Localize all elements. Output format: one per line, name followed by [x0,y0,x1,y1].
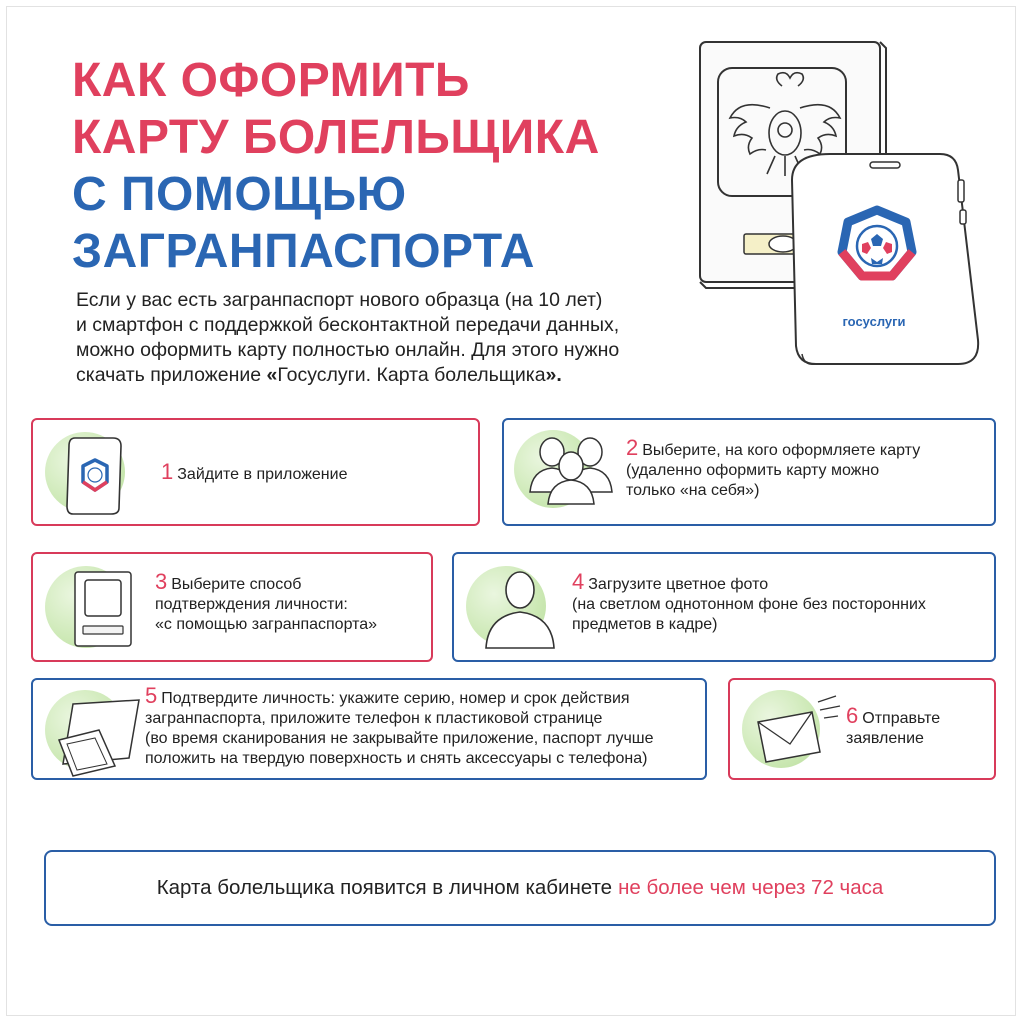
intro-text [76,288,766,388]
title-line-3: С ПОМОЩЬЮ [72,168,407,221]
step-4-line-3: предметов в кадре) [572,616,718,633]
step-4-line-2: (на светлом однотонном фоне без посторонних [572,596,926,613]
phone-brand-text: госуслуги [842,314,906,329]
step-5-line-3: (во время сканирования не закрывайте приложение, паспорт лучше [145,730,654,747]
step-4-line-1: Загрузите цветное фото [588,576,769,593]
step-card-2 [502,418,996,526]
step-1-line-1: Зайдите в приложение [177,466,348,483]
step-card-1 [31,418,480,526]
step-6-line-2: заявление [846,730,924,747]
step-3-number: 3 [155,569,168,594]
footer-notice [44,850,996,926]
page-title [72,52,600,280]
intro-app-name: Госуслуги. Карта болельщика [277,364,546,386]
step-1-number: 1 [161,459,174,484]
step-5-line-2: загранпаспорта, приложите телефон к пластиковой странице [145,710,603,727]
footer-text: Карта болельщика появится в личном кабинете [156,876,613,899]
footer-highlight: не более чем через 72 часа [618,876,884,899]
step-4-number: 4 [572,569,585,594]
step-card-3 [31,552,433,662]
title-line-1: КАК ОФОРМИТЬ [72,54,470,107]
intro-line-2: и смартфон с поддержкой бесконтактной передачи данных, [76,314,620,336]
phone-illustration [782,150,1002,372]
step-4-text [572,569,926,635]
step-2-text [626,435,921,501]
intro-line-1: Если у вас есть загранпаспорт нового образца (на 10 лет) [76,289,603,311]
people-icon [526,432,616,504]
step-6-line-1: Отправьте [862,710,941,727]
passport-page-icon [71,568,137,652]
title-line-4: ЗАГРАНПАСПОРТА [72,225,535,278]
step-3-line-2: подтверждения личности: [155,596,348,613]
step-1-text [161,459,348,485]
phone-on-passport-icon [51,690,151,776]
step-2-line-1: Выберите, на кого оформляете карту [642,442,921,459]
phone-app-icon [61,434,131,518]
intro-line-3: можно оформить карту полностью онлайн. Для этого нужно [76,339,620,361]
intro-quote-open: « [266,364,278,386]
step-5-text [145,683,654,769]
step-6-text [846,703,941,749]
step-3-text [155,569,378,635]
title-line-2: КАРТУ БОЛЕЛЬЩИКА [72,111,600,164]
step-3-line-1: Выберите способ [171,576,302,593]
intro-line-4-prefix: скачать приложение [76,364,267,386]
step-5-number: 5 [145,683,158,708]
step-2-number: 2 [626,435,639,460]
step-5-line-1: Подтвердите личность: укажите серию, номер и срок действия [161,690,630,707]
step-2-line-3: только «на себя») [626,482,760,499]
step-2-line-2: (удаленно оформить карту можно [626,462,880,479]
step-card-4 [452,552,996,662]
step-6-number: 6 [846,703,859,728]
person-photo-icon [480,566,556,648]
envelope-send-icon [748,692,844,768]
intro-quote-close: ». [545,364,562,386]
step-card-6 [728,678,996,780]
step-card-5 [31,678,707,780]
step-3-line-3: «с помощью загранпаспорта» [155,616,378,633]
step-5-line-4: положить на твердую поверхность и снять аксессуары с телефона) [145,750,648,767]
